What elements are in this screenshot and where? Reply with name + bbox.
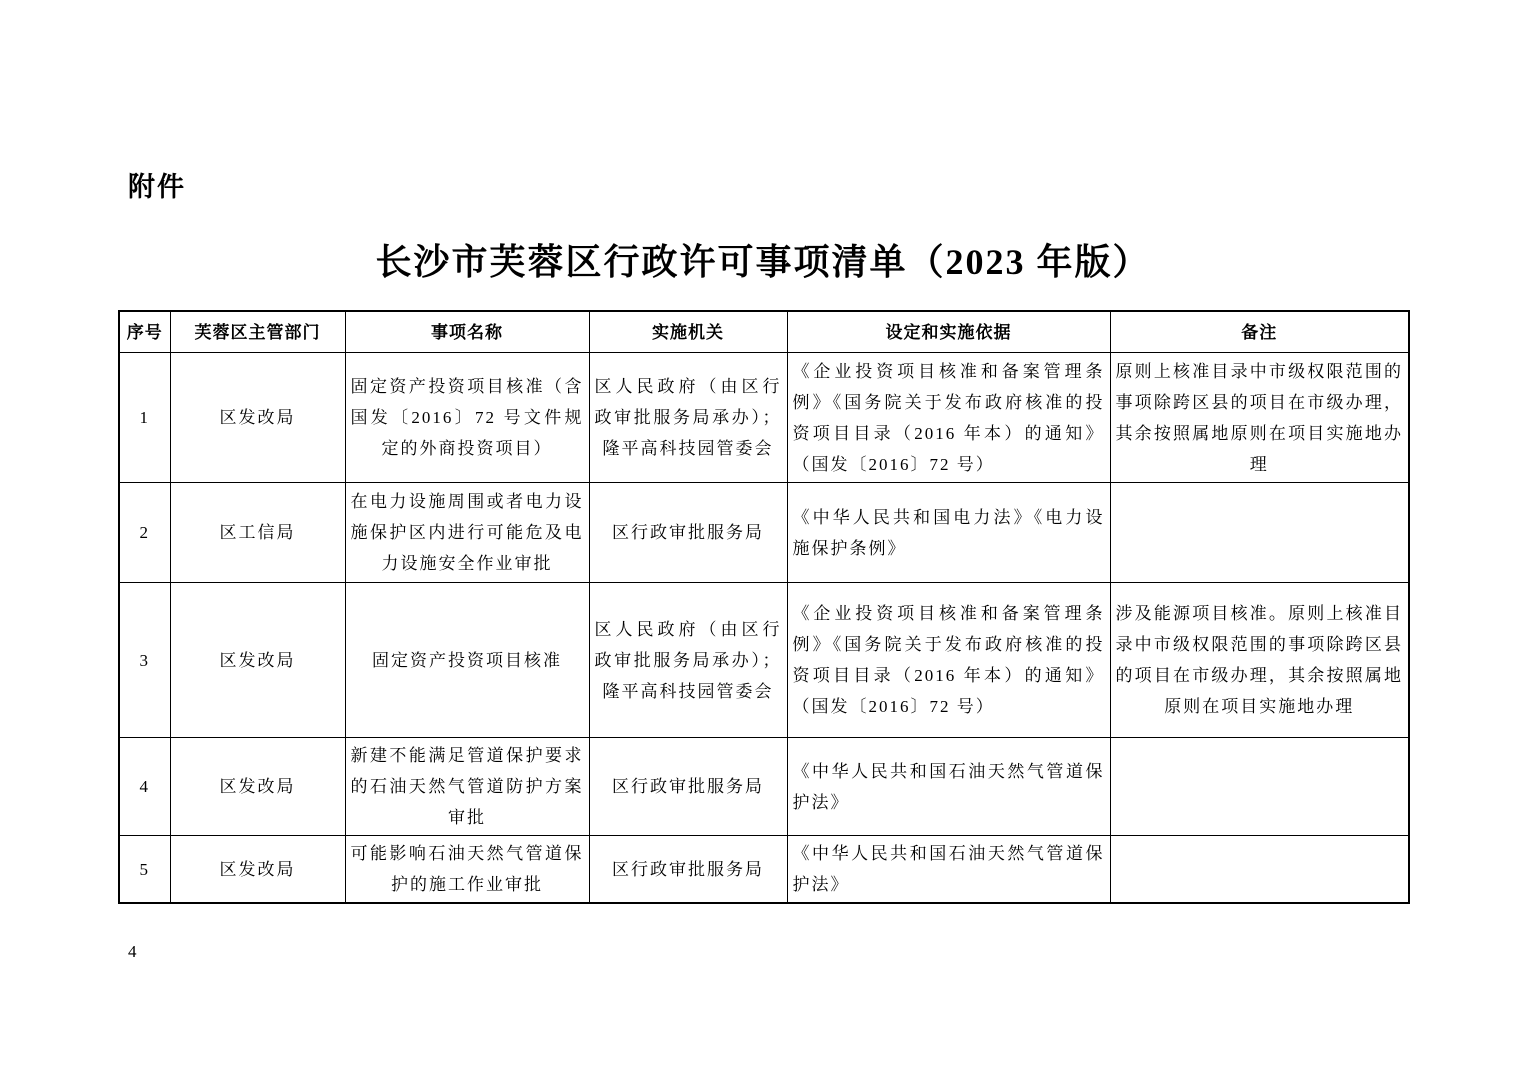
cell-no: 3	[119, 583, 170, 738]
header-basis: 设定和实施依据	[787, 311, 1110, 353]
cell-basis: 《企业投资项目核准和备案管理条例》《国务院关于发布政府核准的投资项目目录（2016 年本）的通知》（国发〔2016〕72 号）	[787, 583, 1110, 738]
cell-no: 4	[119, 738, 170, 836]
cell-department: 区发改局	[170, 353, 345, 483]
cell-item-name: 固定资产投资项目核准	[345, 583, 589, 738]
cell-item-name: 可能影响石油天然气管道保护的施工作业审批	[345, 836, 589, 904]
header-item-name: 事项名称	[345, 311, 589, 353]
table-row	[119, 738, 1409, 836]
cell-department: 区发改局	[170, 836, 345, 904]
cell-department: 区发改局	[170, 583, 345, 738]
cell-item-name: 新建不能满足管道保护要求的石油天然气管道防护方案审批	[345, 738, 589, 836]
cell-remarks: 原则上核准目录中市级权限范围的事项除跨区县的项目在市级办理，其余按照属地原则在项目实施地办理	[1110, 353, 1409, 483]
header-no: 序号	[119, 311, 170, 353]
table-row	[119, 836, 1409, 904]
cell-department: 区发改局	[170, 738, 345, 836]
document-title: 长沙市芙蓉区行政许可事项清单（2023 年版）	[375, 242, 1151, 282]
cell-agency: 区行政审批服务局	[589, 483, 787, 583]
cell-agency: 区行政审批服务局	[589, 836, 787, 904]
cell-agency: 区行政审批服务局	[589, 738, 787, 836]
cell-remarks	[1110, 836, 1409, 904]
cell-department: 区工信局	[170, 483, 345, 583]
cell-remarks	[1110, 483, 1409, 583]
cell-agency: 区人民政府（由区行政审批服务局承办）；隆平高科技园管委会	[589, 583, 787, 738]
cell-no: 5	[119, 836, 170, 904]
header-agency: 实施机关	[589, 311, 787, 353]
table-row	[119, 483, 1409, 583]
cell-item-name: 在电力设施周围或者电力设施保护区内进行可能危及电力设施安全作业审批	[345, 483, 589, 583]
cell-basis: 《中华人民共和国石油天然气管道保护法》	[787, 836, 1110, 904]
cell-no: 2	[119, 483, 170, 583]
attachment-label: 附件	[128, 172, 186, 202]
cell-remarks	[1110, 738, 1409, 836]
table-row	[119, 583, 1409, 738]
header-remarks: 备注	[1110, 311, 1409, 353]
cell-basis: 《中华人民共和国石油天然气管道保护法》	[787, 738, 1110, 836]
cell-no: 1	[119, 353, 170, 483]
header-department: 芙蓉区主管部门	[170, 311, 345, 353]
cell-item-name: 固定资产投资项目核准（含国发〔2016〕72 号文件规定的外商投资项目）	[345, 353, 589, 483]
page-number: 4	[128, 942, 137, 961]
table-header-row	[119, 311, 1409, 353]
cell-basis: 《企业投资项目核准和备案管理条例》《国务院关于发布政府核准的投资项目目录（2016 年本）的通知》（国发〔2016〕72 号）	[787, 353, 1110, 483]
cell-agency: 区人民政府（由区行政审批服务局承办）；隆平高科技园管委会	[589, 353, 787, 483]
cell-basis: 《中华人民共和国电力法》《电力设施保护条例》	[787, 483, 1110, 583]
cell-remarks: 涉及能源项目核准。原则上核准目录中市级权限范围的事项除跨区县的项目在市级办理，其余按照属地原则在项目实施地办理	[1110, 583, 1409, 738]
table-row	[119, 353, 1409, 483]
licensing-items-table	[118, 310, 1410, 904]
